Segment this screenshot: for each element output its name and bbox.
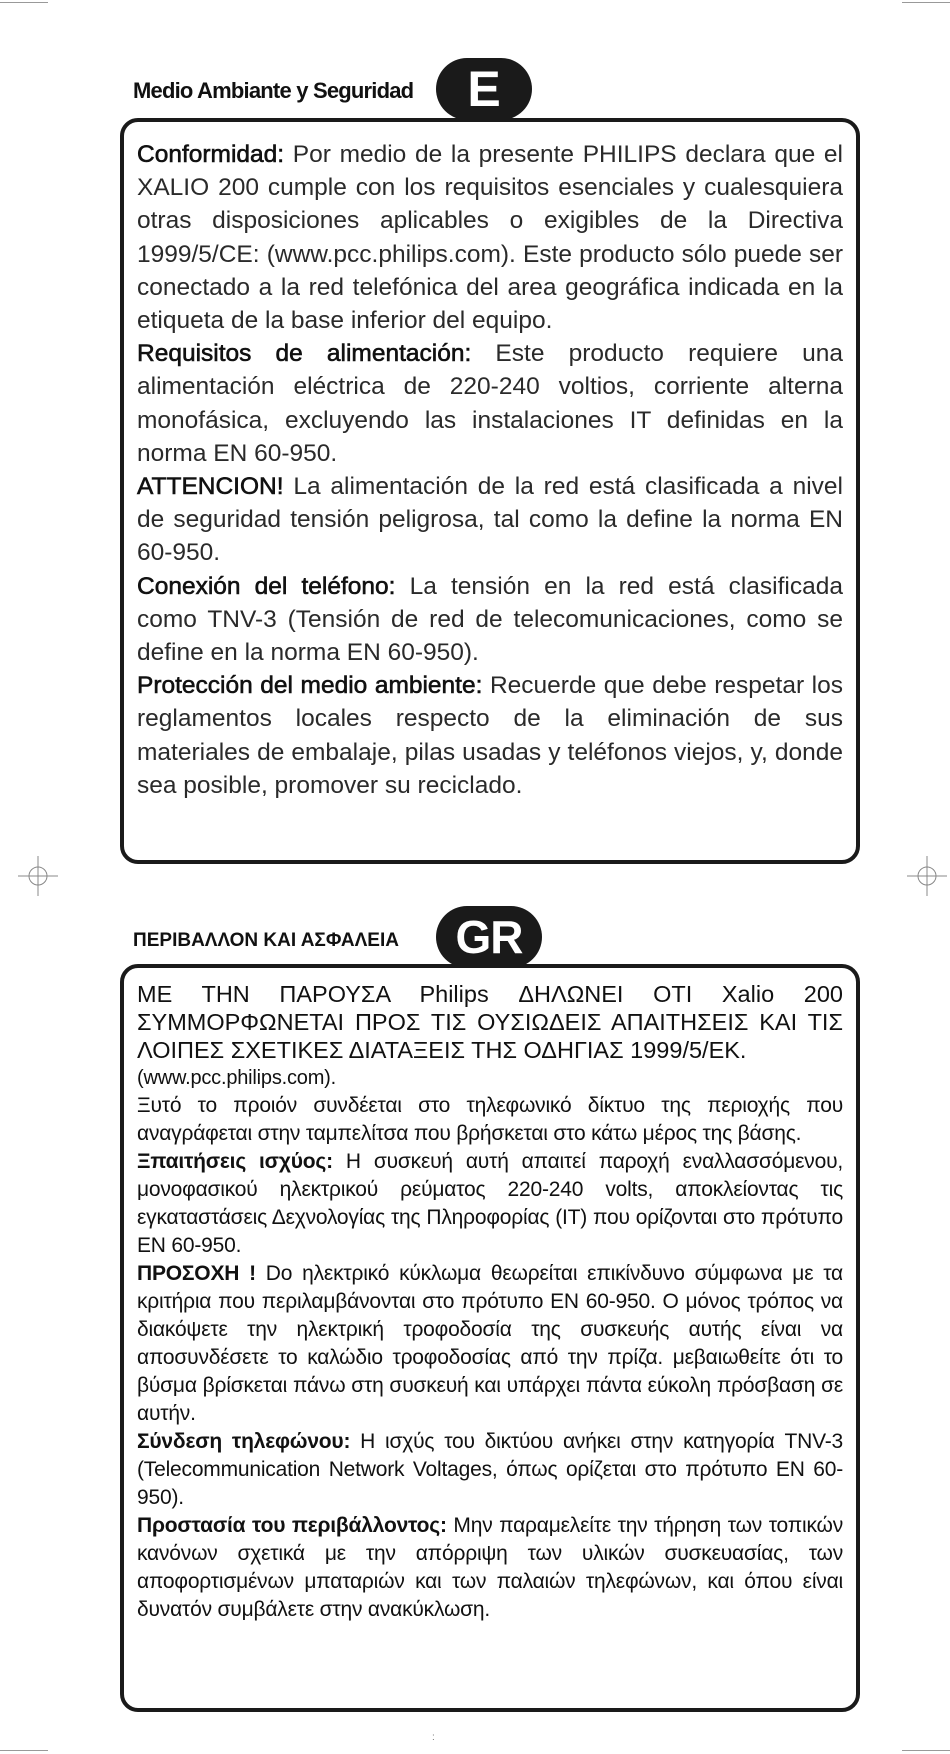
page-footer-mark: :: [432, 1732, 435, 1743]
paragraph-declaration: ΜΕ ΤΗΝ ΠΑΡΟΥΣΑ Philips ΔΗΛΩΝΕΙ ΟΤΙ Xalio 200 ΣΥΜΜΟΡΦΩΝΕΤΑΙ ΠΡΟΣ ΤΙΣ ΟΥΣΙΩΔΕΙΣ ΑΠΑΙΤΗΣΕΙΣ ΚΑΙ ΤΙΣ ΛΟΙΠΕΣ ΣΧΕΤΙΚΕΣ ΔΙΑΤΑΞΕΙΣ ΤΗΣ ΟΔΗΓΙΑΣ 1999/5/ΕΚ.: [137, 981, 843, 1063]
crop-mark-top-left: [0, 2, 48, 3]
paragraph-label: ΠΡΟΣΟΧΗ !: [137, 1262, 256, 1285]
section-heading: Medio Ambiante y Seguridad: [133, 78, 414, 103]
paragraph-power: [137, 1148, 843, 1260]
section-body: [137, 138, 843, 802]
paragraph-text: La tensión en la red está clasificada como TNV-3 (Tensión de red de telecomunicaciones, como se define en la norma EN 60-950).: [137, 572, 843, 667]
section-greek: [120, 906, 858, 1710]
content-box: [120, 118, 860, 864]
paragraph-label: Προστασία του περιβάλλοντος:: [137, 1514, 447, 1537]
paragraph-warning: [137, 1260, 843, 1428]
paragraph-label: Σύνδεση τηλεφώνου:: [137, 1430, 351, 1453]
section-spanish: [120, 58, 858, 866]
paragraph-label: Requisitos de alimentación:: [137, 340, 472, 368]
paragraph-label: ATTENCION!: [137, 473, 284, 501]
section-header: [120, 58, 858, 117]
paragraph-label: Ξπαιτήσεις ισχύος:: [137, 1150, 333, 1173]
crop-mark-bottom-left: [0, 1750, 48, 1751]
paragraph-text: Η ισχύς του δικτύου ανήκει στην κατηγορία TNV-3 (Telecommunication Network Voltages, όπως ορίζεται στο πρότυπο EN 60-950).: [137, 1430, 844, 1509]
registration-mark-right-icon: [907, 856, 947, 896]
paragraph-text: Μην παραμελείτε την τήρηση των τοπικών κανόνων σχετικά με την απόρριψη των υλικών συσκευασίας, των αποφορτισμένων μπαταριών και των παλαιών τηλεφώνων, και όπου είναι δυνατόν συμβάλετε στην ανακύκλωση.: [137, 1514, 843, 1621]
paragraph-text: Dο ηλεκτρικό κύκλωμα θεωρείται επικίνδυνο σύμφωνα με τα κριτήρια που περιλαμβάνονται στο πρότυπο EN 60-950. Ο μόνος τρόπος να διακόψετε την ηλεκτρική τροφοδοσία της συσκευής αυτής είναι να αποσυνδέσετε το καλώδιο τροφοδοσίας από την πρίζα. μεβαιωθείτε ότι το βύσμα βρίσκεται πάνω στη συσκευή και υπάρχει πάντα εύκολη πρόσβαση σε αυτήν.: [137, 1262, 843, 1425]
paragraph-conexion: [137, 570, 843, 670]
section-body: [137, 980, 843, 1624]
paragraph-text: Por medio de la presente PHILIPS declara que el XALIO 200 cumple con los requisitos esenciales y cualesquiera otras disposiciones aplicables o exigibles de la Directiva 1999/5/CE: (www.pcc.philips.com). Este producto sólo puede ser conectado a la red telefónica del area geográfica indicada en la etiqueta de la base inferior del equipo.: [137, 141, 843, 335]
section-header: [120, 906, 858, 962]
crop-mark-bottom-right: [902, 1750, 950, 1751]
paragraph-text: Η συσκευή αυτή απαιτεί παροχή εναλλασσόμενου, μονοφασικού ηλεκτρικού ρεύματος 220-240 volts, αποκλείοντας τις εγκαταστάσεις Δεχνολογίας της Πληροφορίας (IT) που ορίζονται στο πρότυπο EN 60-950.: [137, 1150, 843, 1257]
paragraph-intro: Ξυτό το προιόν συνδέεται στο τηλεφωνικό δίκτυο της περιοχής που αναγράφεται στην ταμπελίτσα που βρήσκεται στο κάτω μέρος της βάσης.: [137, 1094, 843, 1145]
section-heading: ΠΕΡΙΒΑΛΛΟΝ ΚΑΙ ΑΣΦΑΛΕΙΑ: [133, 930, 399, 951]
language-badge: E: [436, 58, 532, 120]
paragraph-attencion: [137, 470, 843, 570]
paragraph-text: Recuerde que debe respetar los reglamentos locales respecto de la eliminación de sus materiales de embalaje, pilas usadas y teléfonos viejos, y, donde sea posible, promover su reciclado.: [137, 672, 843, 799]
language-badge: GR: [436, 906, 542, 968]
content-box: [120, 964, 860, 1712]
paragraph-environment: [137, 1512, 843, 1624]
paragraph-conformidad: [137, 138, 843, 337]
paragraph-proteccion: [137, 669, 843, 802]
paragraph-text: Este producto requiere una alimentación eléctrica de 220-240 voltios, corriente alterna monofásica, excluyendo las instalaciones IT definidas en la norma EN 60-950.: [137, 340, 843, 467]
paragraph-url: (www.pcc.philips.com).: [137, 1067, 336, 1089]
paragraph-label: Conexión del teléfono:: [137, 572, 396, 600]
paragraph-label: Protección del medio ambiente:: [137, 672, 483, 700]
registration-mark-left-icon: [18, 856, 58, 896]
crop-mark-top-right: [902, 2, 950, 3]
paragraph-requisitos: [137, 337, 843, 470]
paragraph-label: Conformidad:: [137, 141, 285, 168]
paragraph-text: La alimentación de la red está clasificada a nivel de seguridad tensión peligrosa, tal como la define la norma EN 60-950.: [137, 473, 843, 567]
paragraph-phone-connection: [137, 1428, 843, 1512]
